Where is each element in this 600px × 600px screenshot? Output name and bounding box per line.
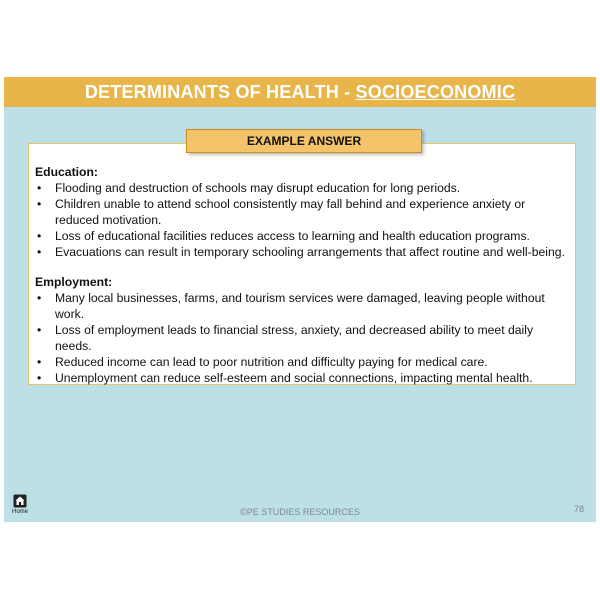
education-list — [35, 180, 567, 260]
list-item: • Flooding and destruction of schools may disrupt education for long periods. — [35, 180, 567, 196]
employment-list — [35, 290, 567, 386]
home-label: Home — [11, 509, 28, 515]
title-separator: - — [338, 81, 356, 102]
employment-heading: Employment: — [35, 275, 113, 289]
title-bar — [4, 77, 596, 107]
list-item: • Loss of employment leads to financial stress, anxiety, and decreased ability to meet daily needs. — [35, 322, 567, 354]
answer-box — [28, 143, 576, 385]
title-highlight: SOCIOECONOMIC — [355, 81, 516, 102]
list-item: • Children unable to attend school consistently may fall behind and experience anxiety or reduced motivation. — [35, 196, 567, 228]
slide — [4, 77, 596, 522]
list-item: • Reduced income can lead to poor nutrition and difficulty paying for medical care. — [35, 354, 567, 370]
home-icon — [13, 494, 27, 508]
example-answer-tab: EXAMPLE ANSWER — [186, 129, 422, 153]
list-item: • Evacuations can result in temporary schooling arrangements that affect routine and well-being. — [35, 244, 567, 260]
page-number: 78 — [573, 504, 584, 514]
list-item: • Many local businesses, farms, and tourism services were damaged, leaving people without work. — [35, 290, 567, 322]
title-prefix: DETERMINANTS OF HEALTH — [84, 81, 339, 102]
list-item: • Unemployment can reduce self-esteem and social connections, impacting mental health. — [35, 370, 567, 386]
education-heading: Education: — [35, 165, 98, 179]
list-item: • Loss of educational facilities reduces access to learning and health education programs. — [35, 228, 567, 244]
answer-text — [35, 164, 567, 386]
copyright-text: ©PE STUDIES RESOURCES — [240, 507, 360, 517]
